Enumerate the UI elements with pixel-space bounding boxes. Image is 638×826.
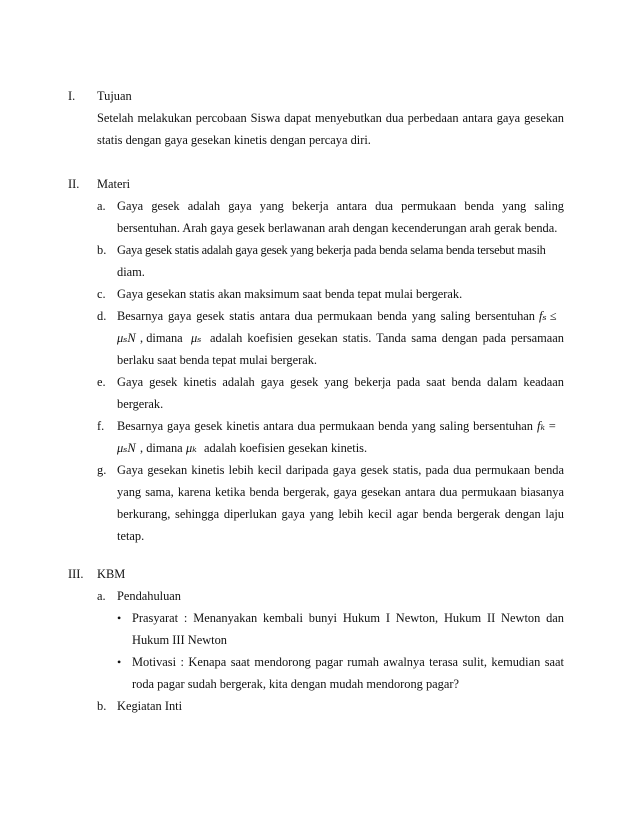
list-item-line: Gaya gesek adalah gaya yang bekerja antara dua permukaan benda yang saling	[117, 199, 564, 213]
section-title: KBM	[97, 567, 126, 581]
list-item-line: , dimana	[140, 441, 183, 455]
math-expression: μₛN	[117, 441, 136, 455]
list-item-line: bersentuhan. Arah gaya gesek berlawanan arah dengan kecenderungan arah gerak benda.	[117, 221, 558, 235]
list-item-line: berkurang, sehingga diperlukan gaya yang lebih kecil agar benda bergerak dengan laju	[117, 507, 564, 521]
bullet-icon: •	[117, 611, 122, 625]
list-item-line: diam.	[117, 265, 145, 279]
math-expression: μₖ	[186, 441, 197, 455]
bullet-line: Prasyarat : Menanyakan kembali bunyi Hukum I Newton, Hukum II Newton dan	[132, 611, 564, 625]
list-item-line: Gaya gesek statis adalah gaya gesek yang bekerja pada benda selama benda tersebut masih	[117, 243, 546, 257]
list-label: f.	[97, 419, 105, 433]
list-label: e.	[97, 375, 106, 389]
list-item-line: Gaya gesekan statis akan maksimum saat benda tepat mulai bergerak.	[117, 287, 463, 301]
list-item-line: Gaya gesek kinetis adalah gaya gesek yang bekerja pada saat benda dalam keadaan	[117, 375, 564, 389]
list-item-line: adalah koefisien gesekan statis. Tanda sama dengan pada persamaan	[210, 331, 564, 345]
list-item-line: berlaku saat benda tepat mulai bergerak.	[117, 353, 317, 367]
list-label: b.	[97, 243, 107, 257]
list-item-line: Besarnya gaya gesek kinetis antara dua permukaan benda yang saling bersentuhan	[117, 419, 533, 433]
list-item-line: Kegiatan Inti	[117, 699, 183, 713]
list-label: a.	[97, 589, 106, 603]
paragraph-line: statis dengan gaya gesekan kinetis dengan percaya diri.	[97, 133, 371, 147]
bullet-line: Hukum III Newton	[132, 633, 227, 647]
section-number: I.	[68, 89, 76, 103]
math-expression: μₛN	[117, 331, 136, 345]
paragraph-line: Setelah melakukan percobaan Siswa dapat menyebutkan dua perbedaan antara gaya gesekan	[97, 111, 564, 125]
list-item-line: , dimana	[140, 331, 183, 345]
list-item-line: Gaya gesekan kinetis lebih kecil daripada gaya gesek statis, pada dua permukaan benda	[117, 463, 564, 477]
math-expression: fₖ =	[537, 419, 557, 433]
list-item-line: tetap.	[117, 529, 145, 543]
bullet-icon: •	[117, 655, 122, 669]
math-expression: fₛ ≤	[539, 309, 557, 323]
list-label: g.	[97, 463, 107, 477]
list-label: a.	[97, 199, 106, 213]
bullet-line: Motivasi : Kenapa saat mendorong pagar rumah awalnya terasa sulit, kemudian saat	[132, 655, 564, 669]
section-number: II.	[68, 177, 80, 191]
section-title: Materi	[97, 177, 131, 191]
list-label: b.	[97, 699, 107, 713]
list-label: d.	[97, 309, 107, 323]
list-item-line: adalah koefisien gesekan kinetis.	[204, 441, 368, 455]
bullet-line: roda pagar sudah bergerak, kita dengan mudah mendorong pagar?	[132, 677, 459, 691]
section-title: Tujuan	[97, 89, 132, 103]
math-expression: μₛ	[191, 331, 202, 345]
list-item-line: Besarnya gaya gesek statis antara dua permukaan benda yang saling bersentuhan	[117, 309, 535, 323]
list-label: c.	[97, 287, 106, 301]
section-number: III.	[68, 567, 84, 581]
list-item-line: Pendahuluan	[117, 589, 182, 603]
list-item-line: bergerak.	[117, 397, 164, 411]
list-item-line: yang sama, karena ketika benda bergerak, gaya gesekan antara dua permukaan biasanya	[117, 485, 564, 499]
